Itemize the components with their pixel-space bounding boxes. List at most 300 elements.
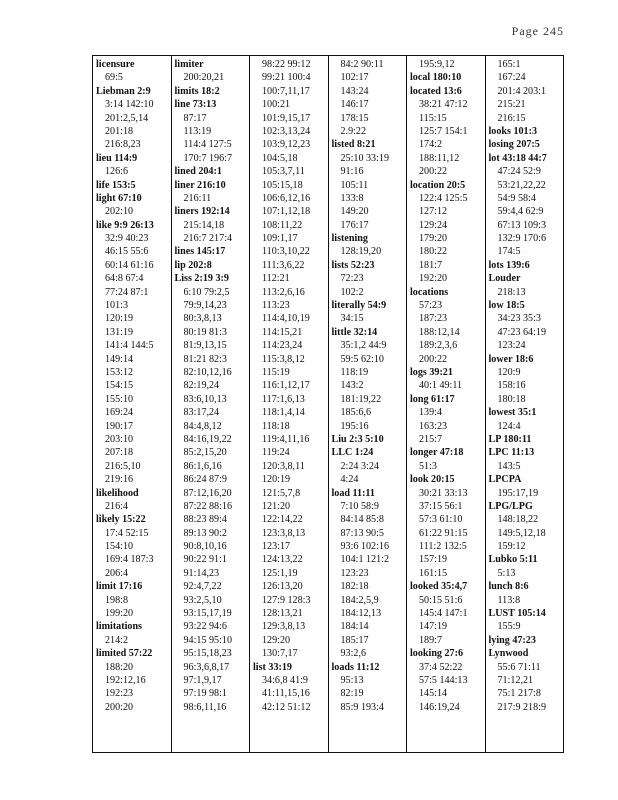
index-reference: 207:18 [105, 447, 134, 459]
index-reference: 123:3,8,13 [262, 527, 306, 539]
index-reference: 215:14,18 [183, 219, 225, 231]
index-reference: 215:21 [497, 99, 526, 111]
index-reference: 143:2 [340, 380, 364, 392]
index-reference: 143:5 [497, 460, 521, 472]
index-term: lunch 8:6 [488, 581, 529, 593]
index-reference: 189:7 [419, 634, 442, 646]
index-reference: 113:23 [262, 300, 290, 312]
index-reference: 102:17 [340, 72, 369, 84]
index-term: location 20:5 [410, 179, 466, 191]
index-column-3 [249, 56, 328, 752]
index-reference: 120:3,8,11 [262, 460, 305, 472]
index-reference: 154:10 [105, 541, 134, 553]
index-reference: 126:13,20 [262, 581, 303, 593]
index-term: looking 27:6 [410, 648, 464, 660]
index-reference: 112:21 [262, 273, 290, 285]
index-reference: 120:19 [105, 313, 134, 325]
index-reference: 149:20 [340, 206, 369, 218]
index-reference: 93:22 94:6 [183, 621, 227, 633]
index-reference: 93:15,17,19 [183, 608, 232, 620]
index-reference: 83:6,10,13 [183, 393, 227, 405]
index-reference: 184:14 [340, 621, 369, 633]
index-reference: 216:4 [105, 500, 128, 512]
index-reference: 139:4 [419, 407, 442, 419]
index-reference: 89:13 90:2 [183, 527, 227, 539]
index-reference: 126:6 [105, 166, 128, 178]
index-term: line 73:13 [174, 99, 217, 111]
index-reference: 129:20 [262, 634, 291, 646]
index-reference: 100:7,11,17 [262, 85, 310, 97]
index-reference: 59:4,4 62:9 [497, 206, 544, 218]
index-reference: 178:15 [340, 112, 369, 124]
index-reference: 123:23 [340, 567, 369, 579]
index-reference: 216:11 [183, 192, 212, 204]
index-column-5 [406, 56, 485, 752]
index-reference: 123:24 [497, 340, 526, 352]
index-reference: 130:7,17 [262, 648, 298, 660]
index-term: lieu 114:9 [96, 152, 138, 164]
index-reference: 161:15 [419, 567, 448, 579]
index-reference: 98:22 99:12 [262, 59, 311, 70]
index-reference: 103:9,12,23 [262, 139, 311, 151]
index-reference: 83:17,24 [183, 407, 220, 419]
index-reference: 113:2,6,16 [262, 286, 305, 298]
index-reference: 125:7 154:1 [419, 125, 468, 137]
index-reference: 72:23 [340, 273, 364, 285]
index-reference: 187:23 [419, 313, 448, 325]
index-reference: 25:10 33:19 [340, 152, 390, 164]
index-reference: 170:7 196:7 [183, 152, 233, 164]
index-column-4 [328, 56, 407, 752]
index-reference: 80:19 81:3 [183, 326, 227, 338]
index-reference: 188:12,14 [419, 326, 460, 338]
index-reference: 94:15 95:10 [183, 634, 233, 646]
index-term: longer 47:18 [410, 447, 464, 459]
index-reference: 82:19,24 [183, 380, 220, 392]
index-reference: 115:3,8,12 [262, 353, 305, 365]
index-reference: 108:11,22 [262, 219, 303, 231]
index-term: Lubko 5:11 [488, 554, 538, 566]
index-reference: 82:10,12,16 [183, 366, 232, 378]
index-term: little 32:14 [331, 326, 378, 338]
index-column-6 [485, 56, 564, 752]
index-reference: 102:2 [340, 286, 364, 298]
index-reference: 40:1 49:11 [419, 380, 463, 392]
index-reference: 149:14 [105, 353, 134, 365]
index-term: losing 207:5 [488, 139, 540, 151]
index-term: listening [331, 233, 368, 245]
index-reference: 7:10 58:9 [340, 500, 379, 512]
index-reference: 101:3 [105, 300, 128, 312]
index-reference: 79:9,14,23 [183, 300, 227, 312]
index-reference: 42:12 51:12 [262, 701, 311, 713]
index-reference: 37:4 52:22 [419, 661, 463, 673]
index-reference: 141:4 144:5 [105, 340, 154, 352]
index-reference: 203:10 [105, 433, 134, 445]
index-term: long 61:17 [410, 393, 455, 405]
index-reference: 81:9,13,15 [183, 340, 227, 352]
index-reference: 201:18 [105, 125, 134, 137]
index-reference: 202:10 [105, 206, 134, 218]
index-reference: 111:3,6,22 [262, 259, 305, 271]
index-term: literally 54:9 [331, 300, 387, 312]
index-reference: 217:9 218:9 [497, 701, 547, 713]
index-reference: 95:15,18,23 [183, 648, 232, 660]
index-term: load 11:11 [331, 487, 375, 499]
index-reference: 47:23 64:19 [497, 326, 547, 338]
index-reference: 176:17 [340, 219, 369, 231]
index-term: limit 17:16 [96, 581, 143, 593]
index-reference: 91:14,23 [183, 567, 220, 579]
index-reference: 148:18,22 [497, 514, 539, 526]
index-term: lists 52:23 [331, 259, 375, 271]
index-reference: 34:15 [340, 313, 364, 325]
index-reference: 192:23 [105, 688, 134, 700]
index-reference: 163:23 [419, 420, 448, 432]
index-reference: 179:20 [419, 233, 448, 245]
index-reference: 92:4,7,22 [183, 581, 222, 593]
index-term: LPG/LPG [488, 500, 533, 512]
index-reference: 85:9 193:4 [340, 701, 384, 713]
index-term: lip 202:8 [174, 259, 212, 271]
index-reference: 97:1,9,17 [183, 674, 222, 686]
index-reference: 87:22 88:16 [183, 500, 233, 512]
index-reference: 116:1,12,17 [262, 380, 310, 392]
index-reference: 34:23 35:3 [497, 313, 541, 325]
index-reference: 118:19 [340, 366, 369, 378]
index-reference: 5:13 [497, 567, 516, 579]
index-reference: 17:4 52:15 [105, 527, 149, 539]
index-term: low 18:5 [488, 300, 525, 312]
index-reference: 169:4 187:3 [105, 554, 154, 566]
index-reference: 201:4 203:1 [497, 85, 547, 97]
index-reference: 190:17 [105, 420, 134, 432]
index-reference: 90:22 91:1 [183, 554, 227, 566]
index-term: logs 39:21 [410, 366, 453, 378]
index-term: limits 18:2 [174, 85, 220, 97]
index-reference: 169:24 [105, 407, 134, 419]
index-reference: 145:4 147:1 [419, 608, 468, 620]
index-reference: 97:19 98:1 [183, 688, 227, 700]
index-reference: 180:18 [497, 393, 526, 405]
index-term: like 9:9 26:13 [96, 219, 154, 231]
index-reference: 146:19,24 [419, 701, 460, 713]
index-reference: 2:24 3:24 [340, 460, 379, 472]
index-reference: 93:6 102:16 [340, 541, 390, 553]
index-reference: 81:21 82:3 [183, 353, 227, 365]
index-reference: 117:1,6,13 [262, 393, 305, 405]
index-reference: 189:2,3,6 [419, 340, 458, 352]
index-term: likelihood [96, 487, 139, 499]
index-reference: 119:4,11,16 [262, 433, 310, 445]
index-reference: 121:20 [262, 500, 291, 512]
index-reference: 165:1 [497, 59, 521, 70]
index-reference: 159:12 [497, 541, 526, 553]
index-reference: 102:3,13,24 [262, 125, 311, 137]
index-reference: 93:2,5,10 [183, 594, 222, 606]
index-term: lines 145:17 [174, 246, 226, 258]
index-term: look 20:15 [410, 474, 455, 486]
index-reference: 184:12,13 [340, 608, 382, 620]
index-reference: 153:12 [105, 366, 134, 378]
index-reference: 90:8,10,16 [183, 541, 227, 553]
index-reference: 84:4,8,12 [183, 420, 222, 432]
index-reference: 147:19 [419, 621, 448, 633]
index-reference: 206:4 [105, 567, 128, 579]
index-reference: 184:2,5,9 [340, 594, 379, 606]
index-reference: 2.9:22 [340, 125, 367, 137]
index-reference: 145:14 [419, 688, 448, 700]
index-reference: 129:24 [419, 219, 448, 231]
index-reference: 200:22 [419, 353, 448, 365]
index-reference: 111:2 132:5 [419, 541, 467, 553]
index-reference: 131:19 [105, 326, 134, 338]
index-reference: 114:4,10,19 [262, 313, 310, 325]
index-reference: 216:15 [497, 112, 526, 124]
index-reference: 123:17 [262, 541, 291, 553]
index-reference: 181:19,22 [340, 393, 382, 405]
index-reference: 53:21,22,22 [497, 179, 546, 191]
index-reference: 157:19 [419, 554, 448, 566]
index-reference: 185:6,6 [340, 407, 372, 419]
index-reference: 50:15 51:6 [419, 594, 463, 606]
index-term: lying 47:23 [488, 634, 536, 646]
index-reference: 200:20,21 [183, 72, 225, 84]
index-reference: 61:22 91:15 [419, 527, 468, 539]
index-reference: 201:2,5,14 [105, 112, 149, 124]
index-reference: 174:2 [419, 139, 442, 151]
index-reference: 30:21 33:13 [419, 487, 468, 499]
index-term: limiter [174, 59, 204, 70]
index-reference: 100:21 [262, 99, 291, 111]
index-term: lined 204:1 [174, 166, 222, 178]
index-reference: 120:9 [497, 366, 521, 378]
index-reference: 96:3,6,8,17 [183, 661, 230, 673]
index-term: looks 101:3 [488, 125, 538, 137]
index-reference: 104:5,18 [262, 152, 298, 164]
index-term: loads 11:12 [331, 661, 380, 673]
index-term: liners 192:14 [174, 206, 230, 218]
index-reference: 154:15 [105, 380, 134, 392]
index-reference: 41:11,15,16 [262, 688, 310, 700]
index-reference: 54:9 58:4 [497, 192, 536, 204]
index-reference: 60:14 61:16 [105, 259, 154, 271]
index-reference: 114:23,24 [262, 340, 303, 352]
index-reference: 105:15,18 [262, 179, 303, 191]
index-reference: 185:17 [340, 634, 369, 646]
index-reference: 167:24 [497, 72, 526, 84]
index-reference: 57:3 61:10 [419, 514, 463, 526]
index-reference: 199:20 [105, 608, 134, 620]
index-term: limited 57:22 [96, 648, 153, 660]
index-term: Liu 2:3 5:10 [331, 433, 384, 445]
index-term: lower 18:6 [488, 353, 534, 365]
index-reference: 219:16 [105, 474, 134, 486]
index-reference: 195:16 [340, 420, 369, 432]
index-reference: 38:21 47:12 [419, 99, 468, 111]
index-term: Liss 2:19 3:9 [174, 273, 229, 285]
index-reference: 119:24 [262, 447, 290, 459]
index-reference: 84:16,19,22 [183, 433, 232, 445]
index-reference: 57:5 144:13 [419, 674, 468, 686]
index-reference: 195:9,12 [419, 59, 455, 70]
index-reference: 118:1,4,14 [262, 407, 305, 419]
index-term: life 153:5 [96, 179, 136, 191]
index-reference: 105:11 [340, 179, 369, 191]
index-reference: 32:9 40:23 [105, 233, 149, 245]
index-term: LPC 11:13 [488, 447, 535, 459]
index-reference: 133:8 [340, 192, 364, 204]
index-reference: 75:1 217:8 [497, 688, 541, 700]
index-term: liner 216:10 [174, 179, 226, 191]
index-reference: 86:1,6,16 [183, 460, 222, 472]
index-reference: 82:19 [340, 688, 364, 700]
index-reference: 84:2 90:11 [340, 59, 384, 70]
index-reference: 114:15,21 [262, 326, 303, 338]
index-reference: 107:1,12,18 [262, 206, 311, 218]
index-reference: 118:18 [262, 420, 290, 432]
index-reference: 158:16 [497, 380, 526, 392]
index-reference: 80:3,8,13 [183, 313, 222, 325]
index-term: lots 139:6 [488, 259, 530, 271]
index-reference: 124:4 [497, 420, 521, 432]
index-reference: 85:2,15,20 [183, 447, 227, 459]
index-reference: 149:5,12,18 [497, 527, 546, 539]
index-reference: 115:15 [419, 112, 447, 124]
index-reference: 91:16 [340, 166, 364, 178]
index-term: Liebman 2:9 [96, 85, 151, 97]
index-reference: 87:13 90:5 [340, 527, 384, 539]
index-reference: 47:24 52:9 [497, 166, 541, 178]
index-reference: 37:15 56:1 [419, 500, 463, 512]
index-reference: 122:4 125:5 [419, 192, 468, 204]
index-reference: 106:6,12,16 [262, 192, 311, 204]
index-reference: 55:6 71:11 [497, 661, 541, 673]
index-reference: 120:19 [262, 474, 291, 486]
index-term: LLC 1:24 [331, 447, 374, 459]
index-reference: 146:17 [340, 99, 369, 111]
index-reference: 121:5,7,8 [262, 487, 301, 499]
index-reference: 180:22 [419, 246, 448, 258]
index-term: lowest 35:1 [488, 407, 537, 419]
index-reference: 98:6,11,16 [183, 701, 227, 713]
index-term: listed 8:21 [331, 139, 376, 151]
index-reference: 95:13 [340, 674, 364, 686]
index-reference: 113:19 [183, 125, 212, 137]
index-term: located 13:6 [410, 85, 462, 97]
index-reference: 104:1 121:2 [340, 554, 390, 566]
index-reference: 128:13,21 [262, 608, 303, 620]
index-term: list 33:19 [253, 661, 292, 673]
index-reference: 216:8,23 [105, 139, 141, 151]
index-term: lot 43:18 44:7 [488, 152, 547, 164]
index-column-2 [171, 56, 250, 752]
index-reference: 87:17 [183, 112, 207, 124]
index-reference: 216:5,10 [105, 460, 141, 472]
index-term: local 180:10 [410, 72, 462, 84]
index-reference: 105:3,7,11 [262, 166, 305, 178]
index-reference: 101:9,15,17 [262, 112, 311, 124]
index-reference: 113:8 [497, 594, 521, 606]
index-reference: 110:3,10,22 [262, 246, 310, 258]
index-reference: 93:2,6 [340, 648, 367, 660]
index-reference: 64:8 67:4 [105, 273, 144, 285]
index-reference: 127:9 128:3 [262, 594, 311, 606]
index-reference: 127:12 [419, 206, 448, 218]
index-term: Louder [488, 273, 521, 285]
index-reference: 174:5 [497, 246, 521, 258]
index-reference: 114:4 127:5 [183, 139, 232, 151]
index-reference: 143:24 [340, 85, 369, 97]
index-reference: 124:13,22 [262, 554, 303, 566]
index-reference: 155:9 [497, 621, 521, 633]
index-reference: 200:20 [105, 701, 134, 713]
index-reference: 59:5 62:10 [340, 353, 384, 365]
index-term: LP 180:11 [488, 433, 532, 445]
index-reference: 122:14,22 [262, 514, 303, 526]
index-reference: 214:2 [105, 634, 128, 646]
word-index-table [92, 55, 564, 753]
index-reference: 200:22 [419, 166, 448, 178]
page-number-header: Page 245 [511, 24, 564, 38]
index-term: LPCPA [488, 474, 522, 486]
index-reference: 86:24 87:9 [183, 474, 227, 486]
index-reference: 192:12,16 [105, 674, 146, 686]
index-term: likely 15:22 [96, 514, 146, 526]
index-column-1 [93, 56, 171, 752]
index-reference: 115:19 [262, 366, 290, 378]
index-reference: 46:15 55:6 [105, 246, 149, 258]
index-term: Lynwood [488, 648, 529, 660]
index-reference: 182:18 [340, 581, 369, 593]
index-reference: 71:12,21 [497, 674, 534, 686]
index-term: locations [410, 286, 449, 298]
index-reference: 128:19,20 [340, 246, 382, 258]
index-reference: 69:5 [105, 72, 123, 84]
index-reference: 88:23 89:4 [183, 514, 227, 526]
index-reference: 6:10 79:2,5 [183, 286, 230, 298]
index-reference: 195:17,19 [497, 487, 539, 499]
index-term: limitations [96, 621, 142, 633]
index-term: licensure [96, 59, 135, 70]
index-term: light 67:10 [96, 192, 142, 204]
index-reference: 84:14 85:8 [340, 514, 384, 526]
index-reference: 109:1,17 [262, 233, 298, 245]
index-reference: 218:13 [497, 286, 526, 298]
index-term: LUST 105:14 [488, 608, 546, 620]
index-term: looked 35:4,7 [410, 581, 468, 593]
index-reference: 34:6,8 41:9 [262, 674, 308, 686]
index-reference: 51:3 [419, 460, 437, 472]
index-reference: 125:1,19 [262, 567, 298, 579]
index-reference: 192:20 [419, 273, 448, 285]
index-reference: 35:1,2 44:9 [340, 340, 387, 352]
index-reference: 87:12,16,20 [183, 487, 232, 499]
index-reference: 3:14 142:10 [105, 99, 154, 111]
index-reference: 215:7 [419, 433, 442, 445]
index-reference: 129:3,8,13 [262, 621, 306, 633]
index-reference: 77:24 87:1 [105, 286, 149, 298]
index-reference: 99:21 100:4 [262, 72, 311, 84]
index-reference: 188:11,12 [419, 152, 460, 164]
index-reference: 155:10 [105, 393, 134, 405]
index-reference: 4:24 [340, 474, 359, 486]
index-reference: 198:8 [105, 594, 128, 606]
index-reference: 216:7 217:4 [183, 233, 233, 245]
index-reference: 57:23 [419, 300, 442, 312]
index-reference: 181:7 [419, 259, 442, 271]
index-reference: 67:13 109:3 [497, 219, 547, 231]
